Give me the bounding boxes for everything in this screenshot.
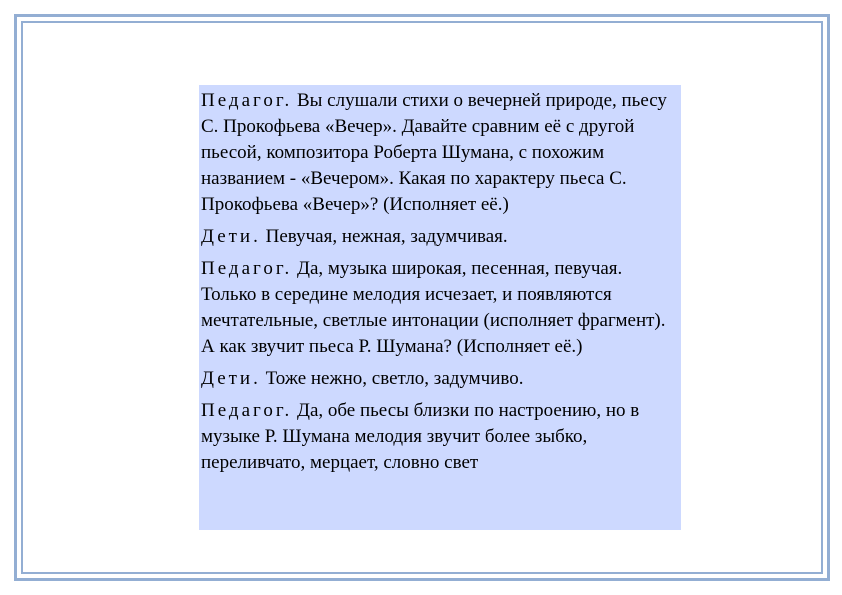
dialogue-text: Да, обе пьесы близки по настроению, но в музыке Р. Шумана мелодия звучит более зыбко, переливчато, мерцает, словно свет — [201, 400, 640, 473]
dialogue-paragraph — [201, 88, 679, 218]
dialogue-text: Тоже нежно, светло, задумчиво. — [265, 368, 524, 389]
speaker-label: Педагог. — [201, 90, 293, 111]
speaker-label: Педагог. — [201, 258, 293, 279]
dialogue-text-block — [199, 85, 681, 530]
dialogue-text: Вы слушали стихи о вечерней природе, пьесу С. Прокофьева «Вечер». Давайте сравним её с другой пьесой, композитора Роберта Шумана, с похожим названием - «Вечером». Какая по характеру пьеса С. Прокофьева «Вечер»? (Исполняет её.) — [201, 90, 667, 215]
speaker-label: Педагог. — [201, 400, 293, 421]
speaker-label: Дети. — [201, 226, 261, 247]
speaker-label: Дети. — [201, 368, 261, 389]
dialogue-text: Да, музыка широкая, песенная, певучая. Только в середине мелодия исчезает, и появляются мечтательные, светлые интонации (исполняет фрагмент). А как звучит пьеса Р. Шумана? (Исполняет её.) — [201, 258, 666, 357]
dialogue-paragraph — [201, 224, 679, 250]
dialogue-text: Певучая, нежная, задумчивая. — [265, 226, 508, 247]
dialogue-paragraph — [201, 256, 679, 360]
dialogue-paragraph — [201, 366, 679, 392]
dialogue-paragraph — [201, 398, 679, 476]
